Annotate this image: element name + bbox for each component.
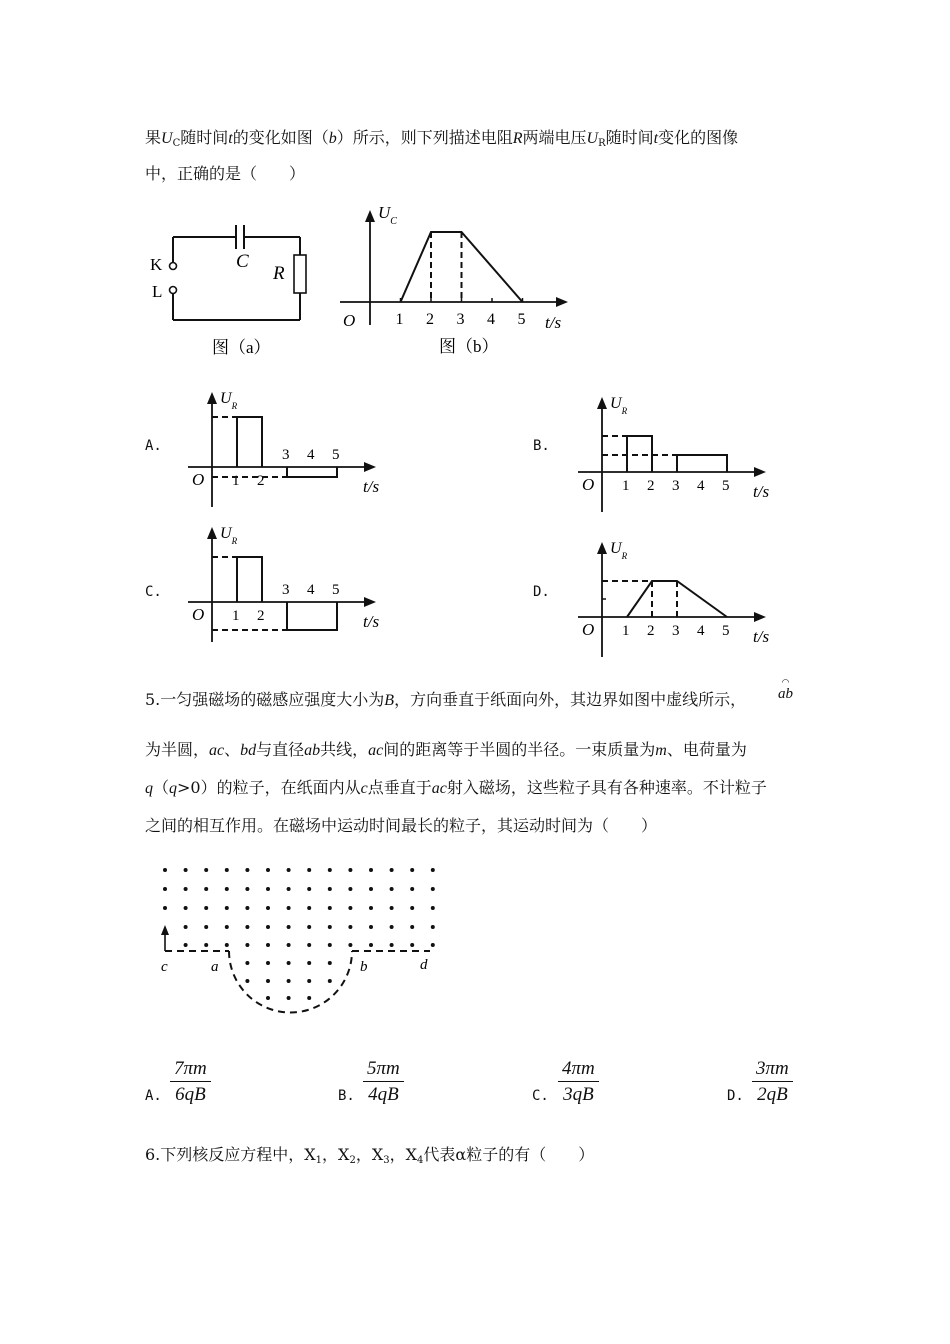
negative-pulse [287, 602, 337, 630]
q5-option-b-label[interactable]: B. [338, 1088, 355, 1104]
q4-option-c-graph[interactable] [180, 520, 400, 650]
text: 5.一匀强磁场的磁感应强度大小为 [145, 690, 385, 709]
field-dot [348, 925, 352, 929]
field-dot [204, 868, 208, 872]
caption-b: 图（b） [439, 337, 499, 356]
numerator: 4πm [558, 1058, 599, 1082]
tick-label: 2 [257, 608, 265, 624]
field-dot [307, 943, 311, 947]
field-dot [328, 906, 332, 910]
field-dot [266, 943, 270, 947]
var-ur: U [586, 130, 599, 147]
field-dot [348, 868, 352, 872]
label-l: L [152, 282, 163, 301]
field-dot [328, 979, 332, 983]
field-dot [328, 868, 332, 872]
origin-label: O [343, 311, 356, 330]
field-dot [184, 906, 188, 910]
tick-label: 4 [697, 623, 705, 639]
field-dot [410, 925, 414, 929]
negative-pulse [287, 467, 337, 477]
tick-label: 3 [282, 447, 290, 463]
tick-label: 5 [517, 311, 526, 328]
field-dot [431, 925, 435, 929]
field-dot [287, 887, 291, 891]
sub-r: R [598, 138, 606, 149]
tick-label: 1 [232, 608, 240, 624]
field-dot [369, 868, 373, 872]
q4-option-d-graph[interactable] [570, 535, 790, 650]
field-dot [266, 996, 270, 1000]
sub-c: C [172, 138, 181, 149]
field-dot [266, 925, 270, 929]
var-r: R [512, 130, 523, 147]
field-dot [225, 925, 229, 929]
origin-label: O [192, 470, 205, 489]
field-dot [307, 868, 311, 872]
field-dot [163, 887, 167, 891]
field-dot [184, 925, 188, 929]
q5-text-line-1 [145, 690, 746, 711]
x-arrow [754, 467, 766, 477]
field-dot [225, 906, 229, 910]
q5-option-d-label[interactable]: D. [727, 1088, 744, 1104]
point-b-label: b [360, 959, 368, 975]
tick-label: 1 [395, 311, 404, 328]
tick-label: 5 [722, 478, 730, 494]
tick-label: 2 [647, 478, 655, 494]
field-dot [369, 943, 373, 947]
field-dot [266, 887, 270, 891]
y-label: $U_R$ [220, 390, 238, 411]
tick-label: 1 [622, 623, 630, 639]
field-dot [225, 887, 229, 891]
field-dot [431, 943, 435, 947]
axes [578, 405, 758, 512]
field-dot [225, 868, 229, 872]
text: 随时间 [605, 128, 654, 147]
q6-text: 6.下列核反应方程中，$X_1$，$X_2$，$X_3$，$X_4$代表α粒子的有（ ） [145, 1145, 595, 1166]
field-dot [410, 887, 414, 891]
x-label: t/s [753, 482, 770, 501]
x-label: t/s [545, 313, 562, 332]
field-dot [184, 887, 188, 891]
field-dot [204, 906, 208, 910]
denominator: 6qB [175, 1084, 206, 1105]
field-dot [163, 906, 167, 910]
q5-option-c-value[interactable] [558, 1058, 599, 1106]
field-dot [287, 996, 291, 1000]
text: ，方向垂直于纸面向外，其边界如图中虚线所示， [394, 690, 747, 709]
field-dot [225, 943, 229, 947]
q5-option-c-label[interactable]: C. [532, 1088, 549, 1104]
label-c: C [236, 251, 249, 272]
point-c-label: c [161, 959, 168, 975]
tick-label: 3 [282, 582, 290, 598]
field-dot [266, 979, 270, 983]
field-dot [390, 906, 394, 910]
y-label: $U_R$ [220, 525, 238, 546]
plot [401, 232, 523, 302]
q4-option-a-graph[interactable] [180, 385, 400, 500]
field-dot [287, 961, 291, 965]
field-dot [431, 906, 435, 910]
tick-label: 3 [456, 311, 465, 328]
field-dot [431, 887, 435, 891]
x-arrow [364, 462, 376, 472]
field-dot [245, 979, 249, 983]
field-dot [369, 887, 373, 891]
field-dot [307, 996, 311, 1000]
tick-label: 5 [722, 623, 730, 639]
field-dot [204, 943, 208, 947]
field-dot [266, 961, 270, 965]
tick-label: 3 [672, 478, 680, 494]
field-dot [287, 925, 291, 929]
q5-text-line-2: 为半圆，ac、bd与直径ab共线，ac间的距离等于半圆的半径。一束质量为m、电荷量为 [145, 740, 747, 759]
q5-option-d-value[interactable] [752, 1058, 793, 1106]
field-dot [204, 925, 208, 929]
field-dot [163, 868, 167, 872]
graph-uc-t [335, 200, 575, 365]
denominator: 4qB [368, 1084, 399, 1105]
x-label: t/s [753, 627, 770, 646]
y-arrow [597, 542, 607, 554]
q5-ab-arc-label: ◠ ab [778, 677, 793, 702]
denominator: 3qB [563, 1084, 594, 1105]
field-dot [390, 868, 394, 872]
field-dot [410, 906, 414, 910]
text: 随时间 [180, 128, 229, 147]
tick-label: 2 [257, 473, 265, 489]
y-arrow [597, 397, 607, 409]
field-dot [328, 961, 332, 965]
velocity-arrow-head [161, 925, 169, 935]
point-d-label: d [420, 957, 428, 973]
field-dot [348, 887, 352, 891]
q4-option-a-label[interactable]: A. [145, 438, 162, 454]
field-dot [307, 979, 311, 983]
y-arrow [207, 527, 217, 539]
field-dot [245, 887, 249, 891]
tick-label: 4 [697, 478, 705, 494]
field-dot [245, 868, 249, 872]
numerator: 7πm [170, 1058, 211, 1082]
circuit-diagram [140, 215, 320, 365]
field-dot [410, 943, 414, 947]
x-arrow [556, 297, 568, 307]
q4-option-d-label[interactable]: D. [533, 584, 550, 600]
var-uc: U [161, 130, 173, 147]
origin-label: O [582, 620, 595, 639]
q5-option-a-value[interactable] [170, 1058, 211, 1106]
q4-option-b-graph[interactable] [570, 390, 790, 505]
numerator: 5πm [363, 1058, 404, 1082]
tick-label: 5 [332, 582, 340, 598]
tick-label: 2 [647, 623, 655, 639]
field-dot [390, 943, 394, 947]
tick-label: 4 [307, 582, 315, 598]
q4-text-line-2: 中，正确的是（ ） [145, 164, 306, 183]
field-dot [307, 925, 311, 929]
point-a-label: a [211, 959, 219, 975]
tick-label: 3 [672, 623, 680, 639]
field-dot [287, 906, 291, 910]
label-k: K [150, 255, 163, 274]
x-label: t/s [363, 612, 380, 631]
q5-text-line-3: q（q>0）的粒子，在纸面内从c点垂直于ac射入磁场，这些粒子具有各种速率。不计粒子 [145, 778, 767, 797]
text: 的变化如图（ [232, 128, 329, 147]
axes [188, 535, 368, 642]
q4-option-b-label[interactable]: B. [533, 438, 550, 454]
field-dot [204, 887, 208, 891]
field-dot [184, 868, 188, 872]
q5-option-b-value[interactable] [363, 1058, 404, 1106]
y-arrow [207, 392, 217, 404]
tick-label: 1 [232, 473, 240, 489]
origin-label: O [192, 605, 205, 624]
tick-label: 4 [487, 311, 495, 328]
label-r: R [273, 263, 285, 284]
q5-option-a-label[interactable]: A. [145, 1088, 162, 1104]
field-dot [245, 961, 249, 965]
positive-pulse [237, 557, 262, 602]
var-b: b [328, 130, 337, 147]
field-dot [245, 925, 249, 929]
text: 两端电压 [522, 128, 587, 147]
field-dot [390, 887, 394, 891]
q4-option-c-label[interactable]: C. [145, 584, 162, 600]
tick-label: 2 [426, 311, 434, 328]
field-dot [390, 925, 394, 929]
q4-text-line-1 [145, 128, 738, 154]
field-dot [369, 925, 373, 929]
tick-label: 5 [332, 447, 340, 463]
pulse-1 [627, 436, 652, 472]
field-dot [287, 943, 291, 947]
y-label: $U_R$ [610, 395, 628, 416]
field-dot [266, 868, 270, 872]
numerator: 3πm [752, 1058, 793, 1082]
field-dot [266, 906, 270, 910]
field-dot [410, 868, 414, 872]
field-dots [163, 868, 435, 1000]
x-label: t/s [363, 477, 380, 496]
q5-text-line-4: 之间的相互作用。在磁场中运动时间最长的粒子，其运动时间为（ ） [145, 816, 658, 835]
field-dot [431, 868, 435, 872]
field-dot [328, 925, 332, 929]
field-dot [307, 906, 311, 910]
pulse-2 [677, 455, 727, 472]
positive-pulse [237, 417, 262, 467]
field-dot [184, 943, 188, 947]
var-t: t [228, 130, 233, 147]
field-dot [307, 961, 311, 965]
y-label: $U_R$ [610, 540, 628, 561]
magnetic-field-figure [150, 855, 450, 1025]
field-dot [245, 906, 249, 910]
field-dot [245, 943, 249, 947]
var-t: t [653, 130, 659, 147]
y-arrow [365, 210, 375, 222]
field-dot [328, 943, 332, 947]
y-label: $U_C$ [378, 203, 397, 227]
caption-a: 图（a） [212, 338, 271, 357]
tick-label: 4 [307, 447, 315, 463]
field-dot [287, 979, 291, 983]
field-dot [287, 868, 291, 872]
field-dot [348, 906, 352, 910]
field-dot [328, 887, 332, 891]
axes [578, 550, 758, 657]
x-arrow [754, 612, 766, 622]
field-dot [369, 906, 373, 910]
text: 果 [145, 128, 162, 147]
text: 变化的图像 [658, 128, 739, 147]
origin-label: O [582, 475, 595, 494]
x-arrow [364, 597, 376, 607]
text: ）所示，则下列描述电阻 [336, 128, 513, 147]
var-b: B [384, 692, 395, 709]
tick-label: 1 [622, 478, 630, 494]
field-dot [348, 943, 352, 947]
denominator: 2qB [757, 1084, 788, 1105]
field-dot [307, 887, 311, 891]
